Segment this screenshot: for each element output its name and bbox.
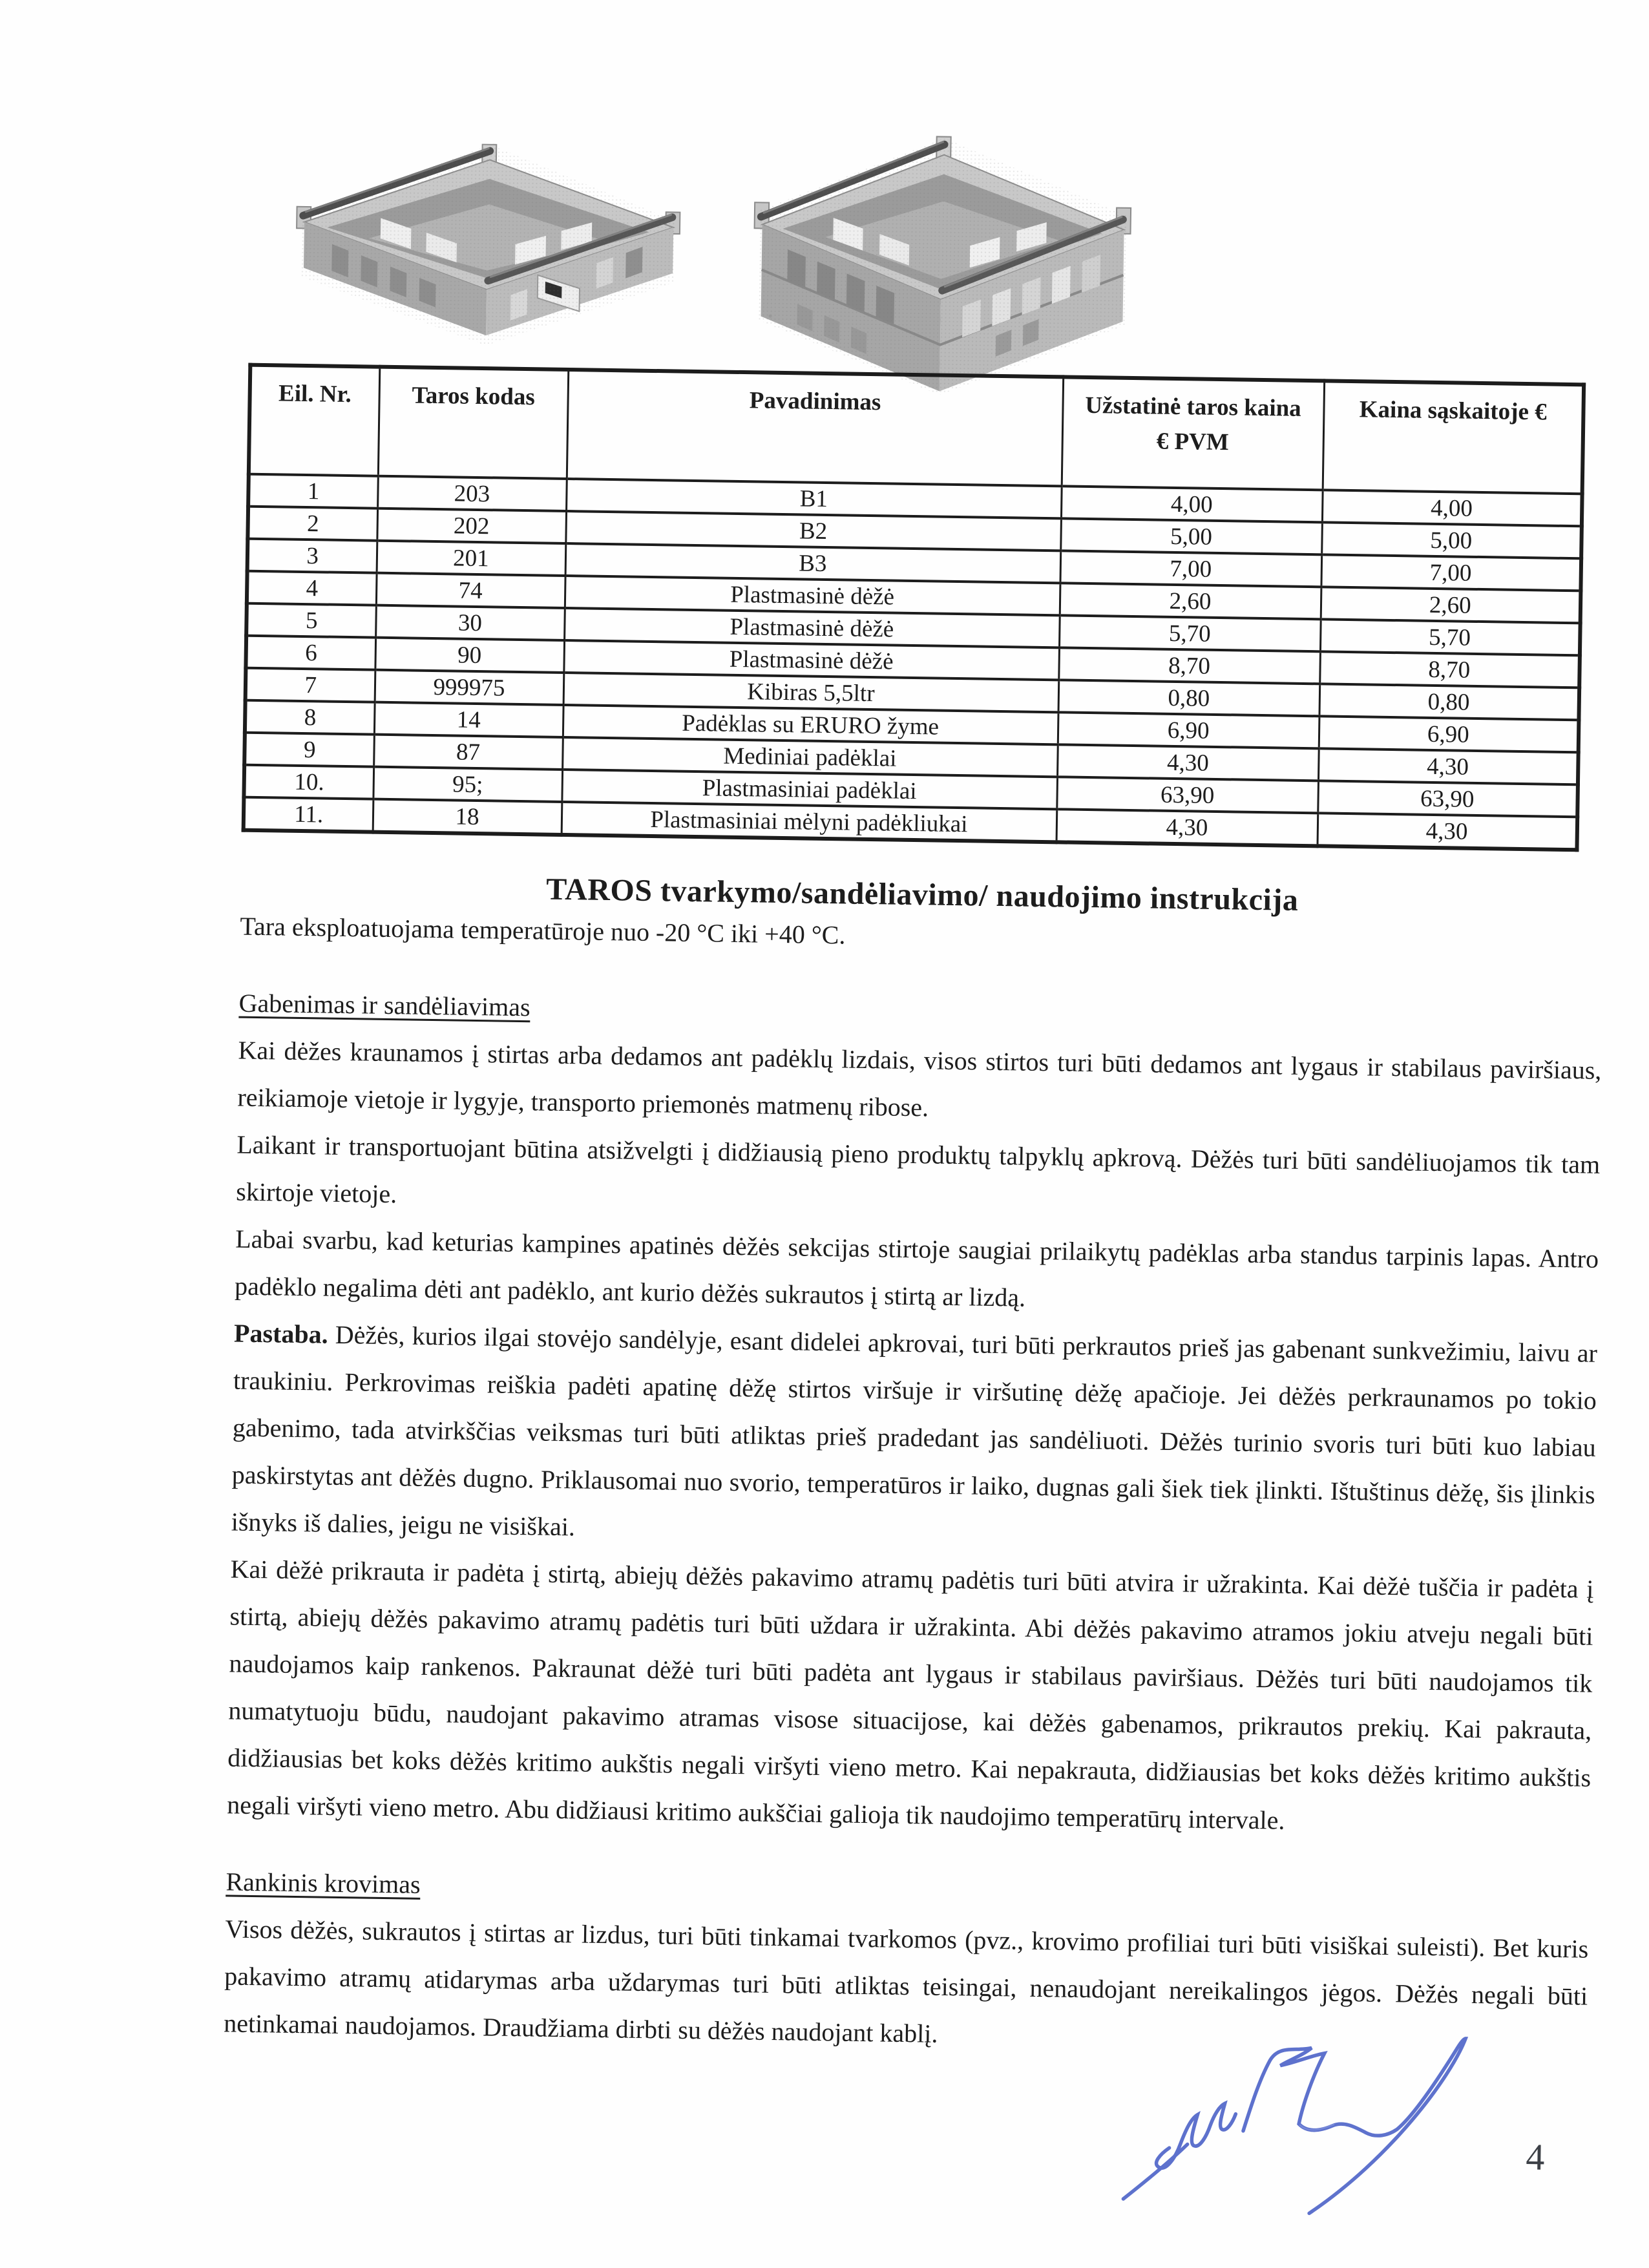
- table-cell: 202: [377, 509, 566, 543]
- table-cell: 8,70: [1058, 647, 1320, 684]
- table-cell: Plastmasinė dėžė: [563, 640, 1059, 680]
- table-cell: 10.: [244, 765, 373, 799]
- signature-stroke-diagonal: [1123, 2143, 1187, 2200]
- table-cell: 2: [247, 507, 377, 541]
- table-cell: 30: [375, 605, 565, 640]
- column-header-eil-nr: Eil. Nr.: [249, 365, 379, 476]
- table-cell: 7: [246, 668, 375, 702]
- paragraph-rankinis-1: Visos dėžės, sukrautos į stirtas ar lizdus, turi būti tinkamai tvarkomos (pvz., krovimo profiliai turi būti visiškai suleisti). Bet kuris pakavimo atramų atidarymas arba uždarymas turi būti atliktas teisingai, nenaudojant nereikalingos jėgos. Dėžės negali būti netinkamai naudojamos. Draudžiama dirbti su dėžės naudojant kablį.: [223, 1914, 1589, 2048]
- table-cell: 0,80: [1058, 680, 1320, 716]
- table-cell: 63,90: [1318, 781, 1578, 817]
- table-cell: Padėklas su ERURO žyme: [563, 705, 1058, 744]
- column-header-taros-kodas: Taros kodas: [378, 367, 568, 479]
- column-header-kaina-saskaitoje: Kaina sąskaitoje €: [1323, 381, 1584, 494]
- table-cell: 87: [373, 735, 563, 770]
- section-heading-gabenimas: Gabenimas ir sandėliavimas: [238, 988, 530, 1022]
- table-cell: 4: [247, 571, 377, 605]
- table-cell: Plastmasiniai mėlyni padėkliukai: [562, 802, 1057, 842]
- table-cell: Plastmasinė dėžė: [564, 608, 1060, 647]
- table-cell: B2: [565, 511, 1061, 551]
- table-cell: Kibiras 5,5ltr: [563, 673, 1059, 712]
- table-cell: 8: [245, 700, 375, 735]
- note-label: Pastaba.: [233, 1318, 329, 1349]
- crate-photos: [248, 98, 1615, 383]
- table-cell: Plastmasiniai padėklai: [562, 770, 1057, 809]
- table-cell: 7,00: [1321, 554, 1581, 591]
- table-cell: Plastmasinė dėžė: [565, 576, 1060, 615]
- table-header-row: [249, 365, 1584, 494]
- table-cell: 2,60: [1321, 587, 1581, 623]
- table-cell: B1: [566, 479, 1062, 518]
- usage-paragraph: Kai dėžė prikrauta ir padėta į stirtą, abiejų dėžės pakavimo atramų padėtis turi būti atvira ir užrakinta. Kai dėžė tuščia ir padėta į stirtą, abiejų dėžės pakavimo atramų padėtis turi būti uždara ir užrakinta. Abi dėžės pakavimo atramos jokiu atveju negali būti naudojamos kaip rankenos. Pakraunat dėžė turi būti padėta ant lygaus ir stabilaus paviršiaus. Dėžės turi būti naudojamos tik numatytuoju būdu, naudojant pakavimo atramas visose situacijose, kai dėžės gabenamos, prikrautos prekių. Kai pakrauta, didžiausias bet koks dėžės kritimo aukštis negali viršyti vieno metro. Kai nepakrauta, didžiausias bet koks dėžės kritimo aukštis negali viršyti vieno metro. Abu didžiausi kritimo aukščiai galioja tik naudojimo temperatūrų intervale.: [226, 1554, 1594, 1835]
- note-paragraph: [231, 1310, 1597, 1566]
- document-title: TAROS tvarkymo/sandėliavimo/ naudojimo instrukcija: [545, 872, 1299, 918]
- table-cell: 203: [377, 476, 567, 511]
- table-cell: 95;: [373, 767, 562, 802]
- table-cell: 14: [374, 702, 563, 737]
- table-cell: 201: [377, 541, 566, 576]
- table-cell: 4,00: [1322, 490, 1582, 526]
- table-cell: 8,70: [1319, 651, 1580, 688]
- table-cell: 11.: [244, 797, 373, 832]
- table-cell: 5,70: [1059, 615, 1321, 651]
- table-cell: 2,60: [1060, 583, 1321, 619]
- table-cell: 74: [376, 573, 565, 608]
- table-cell: 5,00: [1060, 518, 1322, 554]
- table-cell: 4,30: [1317, 813, 1577, 850]
- table-cell: 90: [375, 638, 564, 673]
- table-cell: Mediniai padėklai: [562, 737, 1058, 777]
- table-cell: 7,00: [1060, 551, 1321, 587]
- table-cell: 63,90: [1056, 777, 1318, 813]
- paragraph-gabenimas-2: Laikant ir transportuojant būtina atsižvelgti į didžiausią pieno produktų talpyklų apkrovą. Dėžės turi būti sandėliuojamos tik tam skirtoje vietoje.: [236, 1129, 1601, 1209]
- crate-photo-left: [277, 138, 700, 364]
- paragraph-gabenimas-3: Labai svarbu, kad keturias kampines apatinės dėžės sekcijas stirtoje saugiai prilaikytų padėklas arba standus tarpinis lapas. Antro padėklo negalima dėti ant padėklo, ant kurio dėžės sukrautos į stirtą ar lizdą.: [234, 1224, 1599, 1312]
- column-header-pavadinimas: Pavadinimas: [567, 370, 1063, 486]
- scan-speck: [769, 315, 772, 318]
- intro-paragraph: Tara eksploatuojama temperatūroje nuo -20 °C iki +40 °C.: [240, 911, 846, 950]
- paragraph-gabenimas-1: Kai dėžes kraunamos į stirtas arba dedamos ant padėklų lizdais, visos stirtos turi būti dedamos ant lygaus ir stabilaus paviršiaus, reikiamoje vietoje ir lygyje, transporto priemonės matmenų ribose.: [237, 1035, 1602, 1122]
- table-cell: 4,30: [1057, 744, 1319, 781]
- table-cell: 999975: [375, 670, 564, 705]
- table-cell: 3: [247, 539, 377, 573]
- signature-stroke-cluster: [1156, 2103, 1235, 2169]
- table-cell: 0,80: [1319, 684, 1579, 720]
- table-cell: 9: [244, 733, 374, 767]
- table-cell: B3: [565, 543, 1061, 583]
- table-cell: 6,90: [1058, 712, 1319, 748]
- section-heading-rankinis: Rankinis krovimas: [226, 1867, 421, 1899]
- column-header-uzstatine-kaina: Užstatinė taros kaina € PVM: [1062, 377, 1324, 490]
- page-number: 4: [1525, 2136, 1545, 2178]
- table-cell: 5,00: [1321, 522, 1582, 558]
- table-cell: 4,30: [1318, 748, 1579, 784]
- table-cell: 4,00: [1061, 486, 1323, 522]
- table-cell: 6: [246, 636, 375, 670]
- note-text: Dėžės, kurios ilgai stovėjo sandėlyje, esant didelei apkrovai, turi būti perkrautos prieš jas gabenant sunkvežimiu, laivu ar traukiniu. Perkrovimas reiškia padėti apatinę dėžę stirtos viršuje ir viršutinę dėžę apačioje. Jei dėžės perkraunamos po tokio gabenimo, tada atvirkščias veiksmas turi būti atliktas prieš pradedant jas sandėliuoti. Dėžės turinio svoris turi būti kuo labiau paskirstytas ant dėžės dugno. Priklausomai nuo svorio, temperatūros ir laiko, dugnas gali šiek tiek įlinkti. Ištuštinus dėžę, šis įlinkis išnyks iš dalies, jeigu ne visiškai.: [231, 1319, 1598, 1542]
- handwritten-signature: [1111, 2019, 1515, 2238]
- signature-stroke-flourish: [1242, 2035, 1465, 2216]
- table-cell: 5,70: [1320, 619, 1581, 655]
- table-cell: 18: [373, 799, 562, 835]
- table-cell: 5: [246, 604, 376, 638]
- table-cell: 1: [248, 474, 378, 509]
- table-cell: 4,30: [1056, 809, 1318, 846]
- table-cell: 6,90: [1319, 716, 1579, 752]
- tara-price-table: [242, 363, 1586, 852]
